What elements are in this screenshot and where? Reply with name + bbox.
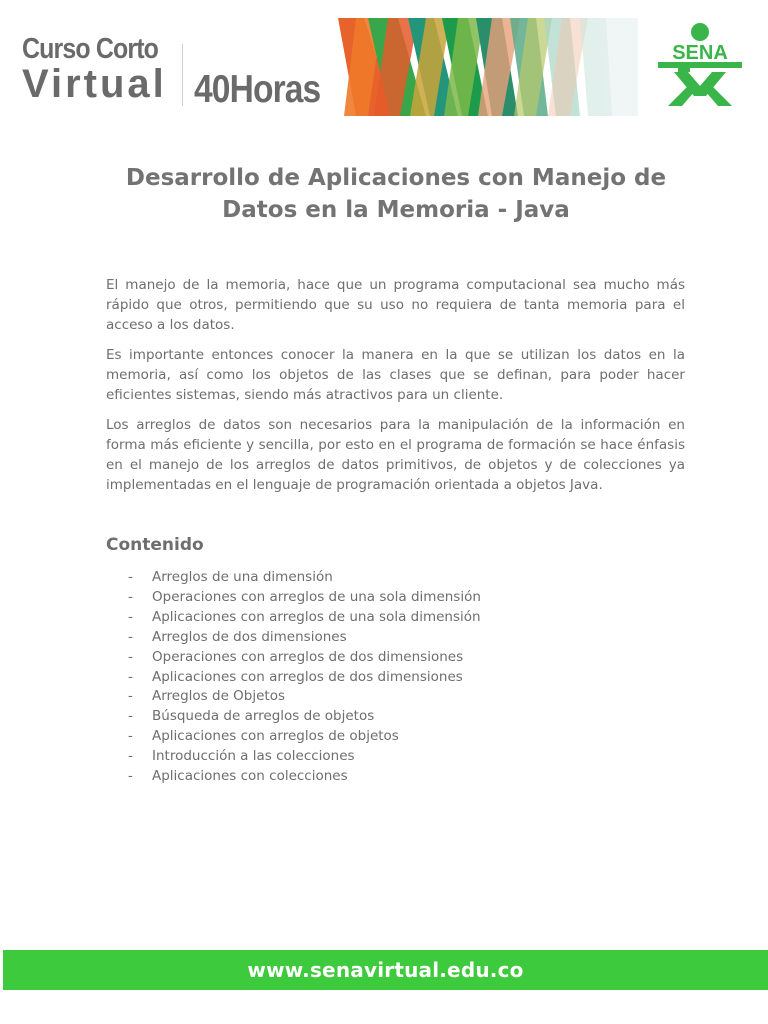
decorative-banner — [338, 18, 638, 116]
footer-bar — [3, 950, 768, 990]
list-item: - Introducción a las colecciones — [128, 748, 355, 765]
brand-line-curso-corto: Curso Corto — [22, 33, 159, 65]
list-item: - Aplicaciones con arreglos de objetos — [128, 728, 399, 745]
list-item-label: Operaciones con arreglos de una sola dimensión — [152, 588, 481, 605]
page-header — [0, 0, 768, 130]
paragraph-arrays: Los arreglos de datos son necesarios para la manipulación de la información en forma más eficiente y sencilla, por esto en el programa de formación se hace énfasis en el manejo de los arreglos de datos primitivos, de objetos y de colecciones ya implementadas en el lenguaje de programación orientada a objetos Java. — [106, 417, 685, 493]
list-item: - Arreglos de una dimensión — [128, 569, 333, 585]
sena-logo-text: SENA — [672, 42, 728, 64]
list-item: - Arreglos de Objetos — [128, 688, 286, 705]
list-item-label: Arreglos de dos dimensiones — [152, 628, 347, 645]
sena-logo-icon — [654, 20, 746, 110]
brand-hours: 40Horas — [194, 68, 321, 111]
list-item-label: Arreglos de una dimensión — [152, 569, 333, 585]
footer-url-link[interactable]: www.senavirtual.edu.co — [247, 958, 524, 982]
course-brand — [22, 34, 180, 104]
list-item-label: Operaciones con arreglos de dos dimensiones — [152, 648, 464, 665]
contents-list — [128, 568, 481, 787]
list-item-label: Introducción a las colecciones — [152, 748, 355, 765]
list-item-label: Aplicaciones con arreglos de objetos — [152, 728, 399, 745]
list-item-label: Aplicaciones con arreglos de dos dimensiones — [152, 668, 463, 685]
list-item-label: Aplicaciones con arreglos de una sola dimensión — [152, 608, 481, 625]
sena-logo — [654, 20, 746, 110]
list-item-label: Aplicaciones con colecciones — [152, 768, 348, 785]
list-item: - Arreglos de dos dimensiones — [128, 628, 347, 645]
paragraph-memory: El manejo de la memoria, hace que un programa computacional sea mucho más rápido que otros, permitiendo que su uso no requiera de tanta memoria para el acceso a los datos. — [106, 277, 685, 333]
list-item: - Búsqueda de arreglos de objetos — [128, 708, 375, 725]
paragraph-importance: Es importante entonces conocer la manera en la que se utilizan los datos en la memoria, así como los objetos de las clases que se definan, para poder hacer eficientes sistemas, siendo más atractivos para un cliente. — [106, 347, 685, 403]
list-item: - Operaciones con arreglos de una sola dimensión — [128, 588, 481, 605]
list-item: - Aplicaciones con colecciones — [128, 768, 348, 785]
document-title: Desarrollo de Aplicaciones con Manejo de Datos en la Memoria - Java — [125, 165, 667, 223]
list-item: - Aplicaciones con arreglos de una sola dimensión — [128, 608, 481, 625]
contents-heading: Contenido — [106, 535, 204, 555]
list-item: - Operaciones con arreglos de dos dimensiones — [128, 648, 464, 665]
list-item-label: Búsqueda de arreglos de objetos — [152, 708, 375, 725]
brand-divider — [182, 44, 183, 106]
brand-line-virtual: Virtual — [22, 62, 167, 106]
intro-paragraphs — [106, 275, 685, 505]
list-item-label: Arreglos de Objetos — [152, 688, 286, 705]
list-item: - Aplicaciones con arreglos de dos dimensiones — [128, 668, 463, 685]
